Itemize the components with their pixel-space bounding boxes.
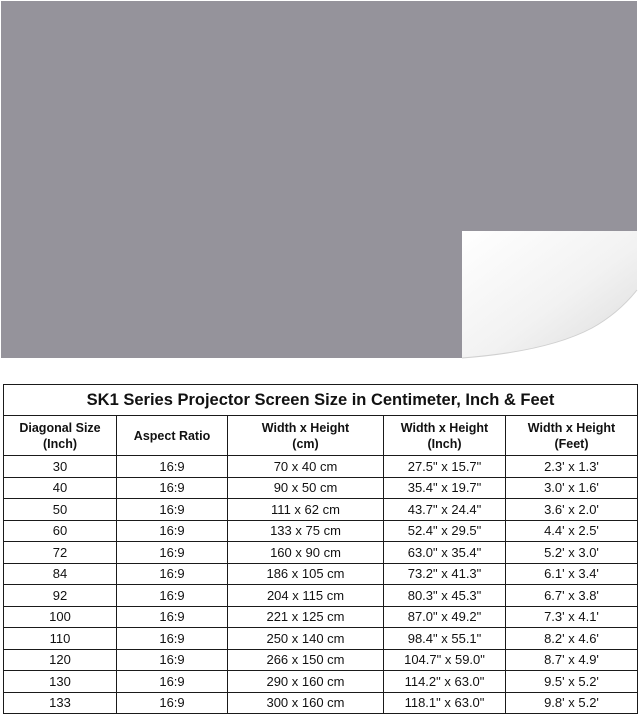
cell-aspect-ratio: 16:9 bbox=[117, 628, 228, 650]
cell-diagonal: 130 bbox=[4, 671, 117, 693]
cell-aspect-ratio: 16:9 bbox=[117, 477, 228, 499]
cell-size-feet: 6.7' x 3.8' bbox=[506, 585, 638, 607]
cell-size-feet: 5.2' x 3.0' bbox=[506, 542, 638, 564]
table-row bbox=[4, 520, 638, 542]
cell-size-inch: 52.4" x 29.5" bbox=[384, 520, 506, 542]
cell-size-cm: 290 x 160 cm bbox=[228, 671, 384, 693]
cell-size-feet: 9.5' x 5.2' bbox=[506, 671, 638, 693]
size-table bbox=[3, 384, 638, 714]
table-row bbox=[4, 542, 638, 564]
cell-size-inch: 114.2" x 63.0" bbox=[384, 671, 506, 693]
cell-size-inch: 104.7" x 59.0" bbox=[384, 649, 506, 671]
cell-aspect-ratio: 16:9 bbox=[117, 671, 228, 693]
cell-aspect-ratio: 16:9 bbox=[117, 606, 228, 628]
cell-size-feet: 8.2' x 4.6' bbox=[506, 628, 638, 650]
cell-diagonal: 120 bbox=[4, 649, 117, 671]
cell-size-inch: 80.3" x 45.3" bbox=[384, 585, 506, 607]
cell-size-cm: 204 x 115 cm bbox=[228, 585, 384, 607]
table-row bbox=[4, 563, 638, 585]
table-row bbox=[4, 649, 638, 671]
cell-size-inch: 63.0" x 35.4" bbox=[384, 542, 506, 564]
cell-aspect-ratio: 16:9 bbox=[117, 563, 228, 585]
table-row bbox=[4, 628, 638, 650]
cell-size-cm: 186 x 105 cm bbox=[228, 563, 384, 585]
cell-aspect-ratio: 16:9 bbox=[117, 520, 228, 542]
table-row bbox=[4, 671, 638, 693]
cell-diagonal: 84 bbox=[4, 563, 117, 585]
table-row bbox=[4, 606, 638, 628]
column-header-feet: Width x Height (Feet) bbox=[506, 416, 638, 456]
cell-size-feet: 6.1' x 3.4' bbox=[506, 563, 638, 585]
table-title-row bbox=[4, 385, 638, 416]
cell-size-feet: 4.4' x 2.5' bbox=[506, 520, 638, 542]
cell-diagonal: 100 bbox=[4, 606, 117, 628]
cell-diagonal: 72 bbox=[4, 542, 117, 564]
cell-aspect-ratio: 16:9 bbox=[117, 542, 228, 564]
table-header-row bbox=[4, 416, 638, 456]
table-row bbox=[4, 585, 638, 607]
cell-size-cm: 300 x 160 cm bbox=[228, 692, 384, 714]
cell-size-cm: 250 x 140 cm bbox=[228, 628, 384, 650]
size-table-container bbox=[3, 384, 637, 714]
cell-size-cm: 221 x 125 cm bbox=[228, 606, 384, 628]
cell-aspect-ratio: 16:9 bbox=[117, 585, 228, 607]
cell-aspect-ratio: 16:9 bbox=[117, 499, 228, 521]
cell-diagonal: 30 bbox=[4, 456, 117, 478]
cell-size-inch: 27.5" x 15.7" bbox=[384, 456, 506, 478]
cell-size-cm: 266 x 150 cm bbox=[228, 649, 384, 671]
cell-size-inch: 87.0" x 49.2" bbox=[384, 606, 506, 628]
cell-size-cm: 90 x 50 cm bbox=[228, 477, 384, 499]
cell-diagonal: 50 bbox=[4, 499, 117, 521]
cell-size-inch: 118.1" x 63.0" bbox=[384, 692, 506, 714]
column-header-cm: Width x Height (cm) bbox=[228, 416, 384, 456]
cell-size-inch: 35.4" x 19.7" bbox=[384, 477, 506, 499]
cell-diagonal: 110 bbox=[4, 628, 117, 650]
cell-diagonal: 60 bbox=[4, 520, 117, 542]
page-curl-icon bbox=[462, 231, 637, 358]
cell-aspect-ratio: 16:9 bbox=[117, 692, 228, 714]
cell-size-cm: 160 x 90 cm bbox=[228, 542, 384, 564]
table-row bbox=[4, 499, 638, 521]
table-row bbox=[4, 456, 638, 478]
table-row bbox=[4, 692, 638, 714]
column-header-inch: Width x Height (Inch) bbox=[384, 416, 506, 456]
cell-size-inch: 73.2" x 41.3" bbox=[384, 563, 506, 585]
cell-size-inch: 98.4" x 55.1" bbox=[384, 628, 506, 650]
cell-aspect-ratio: 16:9 bbox=[117, 649, 228, 671]
cell-size-cm: 70 x 40 cm bbox=[228, 456, 384, 478]
column-header-aspect-ratio: Aspect Ratio bbox=[117, 416, 228, 456]
cell-size-feet: 2.3' x 1.3' bbox=[506, 456, 638, 478]
cell-size-feet: 8.7' x 4.9' bbox=[506, 649, 638, 671]
column-header-diagonal: Diagonal Size (Inch) bbox=[4, 416, 117, 456]
cell-size-feet: 3.6' x 2.0' bbox=[506, 499, 638, 521]
cell-size-inch: 43.7" x 24.4" bbox=[384, 499, 506, 521]
cell-diagonal: 133 bbox=[4, 692, 117, 714]
cell-diagonal: 92 bbox=[4, 585, 117, 607]
cell-size-cm: 111 x 62 cm bbox=[228, 499, 384, 521]
cell-aspect-ratio: 16:9 bbox=[117, 456, 228, 478]
cell-size-cm: 133 x 75 cm bbox=[228, 520, 384, 542]
table-row bbox=[4, 477, 638, 499]
cell-size-feet: 9.8' x 5.2' bbox=[506, 692, 638, 714]
cell-diagonal: 40 bbox=[4, 477, 117, 499]
cell-size-feet: 3.0' x 1.6' bbox=[506, 477, 638, 499]
table-title: SK1 Series Projector Screen Size in Centimeter, Inch & Feet bbox=[4, 385, 638, 416]
cell-size-feet: 7.3' x 4.1' bbox=[506, 606, 638, 628]
